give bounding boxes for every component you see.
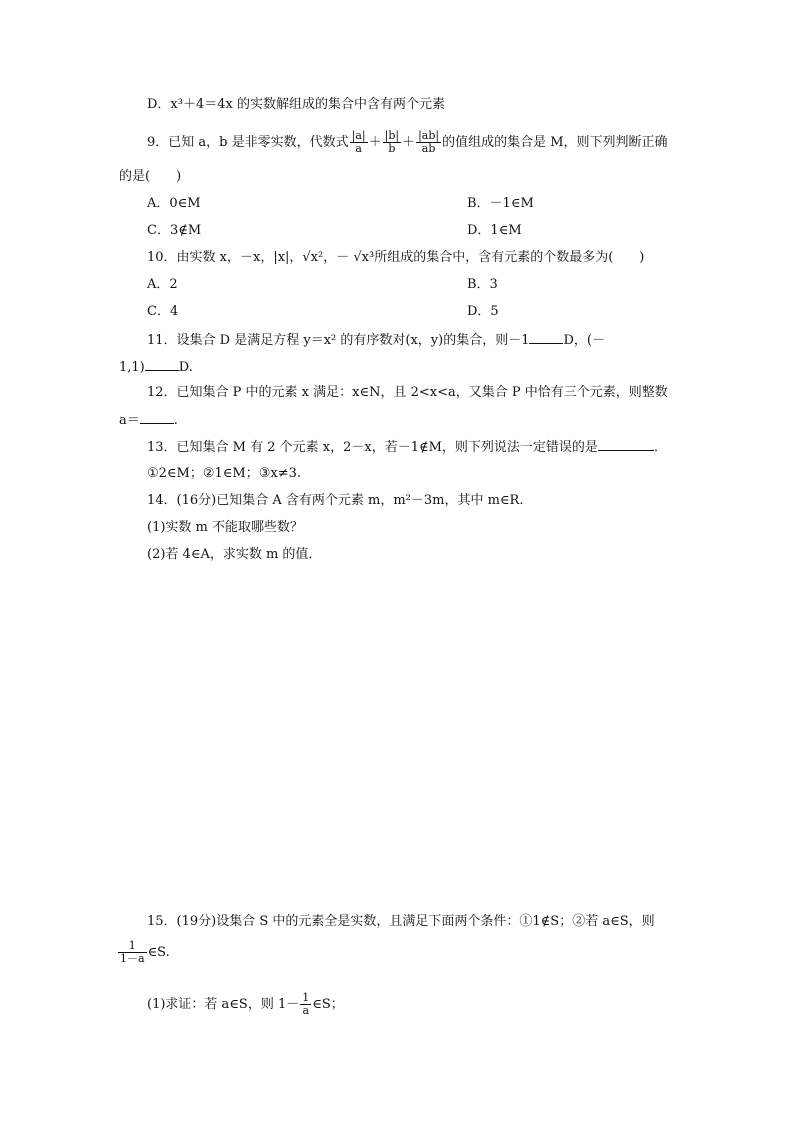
q13-line2: ①2∈M；②1∈M；③x≠3. bbox=[147, 466, 302, 481]
q11-line1: 11．设集合 D 是满足方程 y＝x² 的有序数对(x，y)的集合，则－1 D，(－ bbox=[147, 333, 605, 348]
q15-part1-frac: $\frac{1}{a}$ bbox=[302, 991, 310, 1017]
q9-stem-line1: 9．已知 a，b 是非零实数，代数式 $\frac{|a|}{a}$ ＋ $\frac{|b|}{b}$ ＋ $\frac{|ab|}{ab}$ 的值组成的集合是 M，则下列判断正确 bbox=[147, 129, 668, 155]
q13-line1: 13．已知集合 M 有 2 个元素 x，2－x，若－1∉M，则下列说法一定错误的是 ． bbox=[147, 440, 667, 455]
q9-frac-1: $\frac{|a|}{a}$ bbox=[351, 129, 366, 155]
q12-line2: a＝ . bbox=[119, 413, 178, 428]
q14-part1: (1)实数 m 不能取哪些数？ bbox=[147, 520, 304, 535]
q11-line2: 1,1) D. bbox=[119, 360, 193, 375]
q12-line1: 12．已知集合 P 中的元素 x 满足：x∈N，且 2<x<a，又集合 P 中恰有三个元素，则整数 bbox=[147, 385, 668, 400]
q9-stem-line2: 的是( ) bbox=[119, 169, 182, 184]
q8-option-d: D．x³＋4＝4x 的实数解组成的集合中含有两个元素 bbox=[147, 97, 445, 112]
q9-stem-b: 的值组成的集合是 M，则下列判断正确 bbox=[442, 135, 668, 150]
q9-option-d: D．1∈M bbox=[467, 223, 522, 238]
q11-blank-2[interactable] bbox=[145, 358, 179, 371]
q10-option-b: B．3 bbox=[467, 277, 498, 292]
q9-frac-2: $\frac{|b|}{b}$ bbox=[384, 129, 400, 155]
q15-frac: $\frac{1}{1-a}$ bbox=[120, 939, 145, 965]
q9-frac-3: $\frac{|ab|}{ab}$ bbox=[418, 129, 440, 155]
q11-blank-1[interactable] bbox=[529, 331, 563, 344]
q9-option-b: B．－1∈M bbox=[467, 196, 534, 211]
q9-option-c: C．3∉M bbox=[147, 223, 202, 238]
q13-blank[interactable] bbox=[598, 438, 654, 451]
q15-line2: $\frac{1}{1-a}$ ∈S. bbox=[120, 939, 170, 965]
q9-option-a: A．0∈M bbox=[147, 196, 201, 211]
q10-option-c: C．4 bbox=[147, 304, 179, 319]
q15-line1: 15．(19分)设集合 S 中的元素全是实数，且满足下面两个条件：①1∉S；②若 a∈S，则 bbox=[147, 914, 655, 929]
q14-line1: 14．(16分)已知集合 A 含有两个元素 m，m²－3m，其中 m∈R. bbox=[147, 493, 524, 508]
q10-option-a: A．2 bbox=[147, 277, 178, 292]
q9-stem-a: 9．已知 a，b 是非零实数，代数式 bbox=[147, 135, 349, 150]
q15-part1: (1)求证：若 a∈S，则 1－ $\frac{1}{a}$ ∈S； bbox=[147, 991, 344, 1017]
q14-part2: (2)若 4∈A，求实数 m 的值． bbox=[147, 547, 322, 562]
q10-option-d: D．5 bbox=[467, 304, 499, 319]
q10-stem: 10．由实数 x，－x，|x|，√x²，－ √x³所组成的集合中，含有元素的个数最多为( ) bbox=[147, 250, 645, 265]
q12-blank[interactable] bbox=[140, 411, 174, 424]
